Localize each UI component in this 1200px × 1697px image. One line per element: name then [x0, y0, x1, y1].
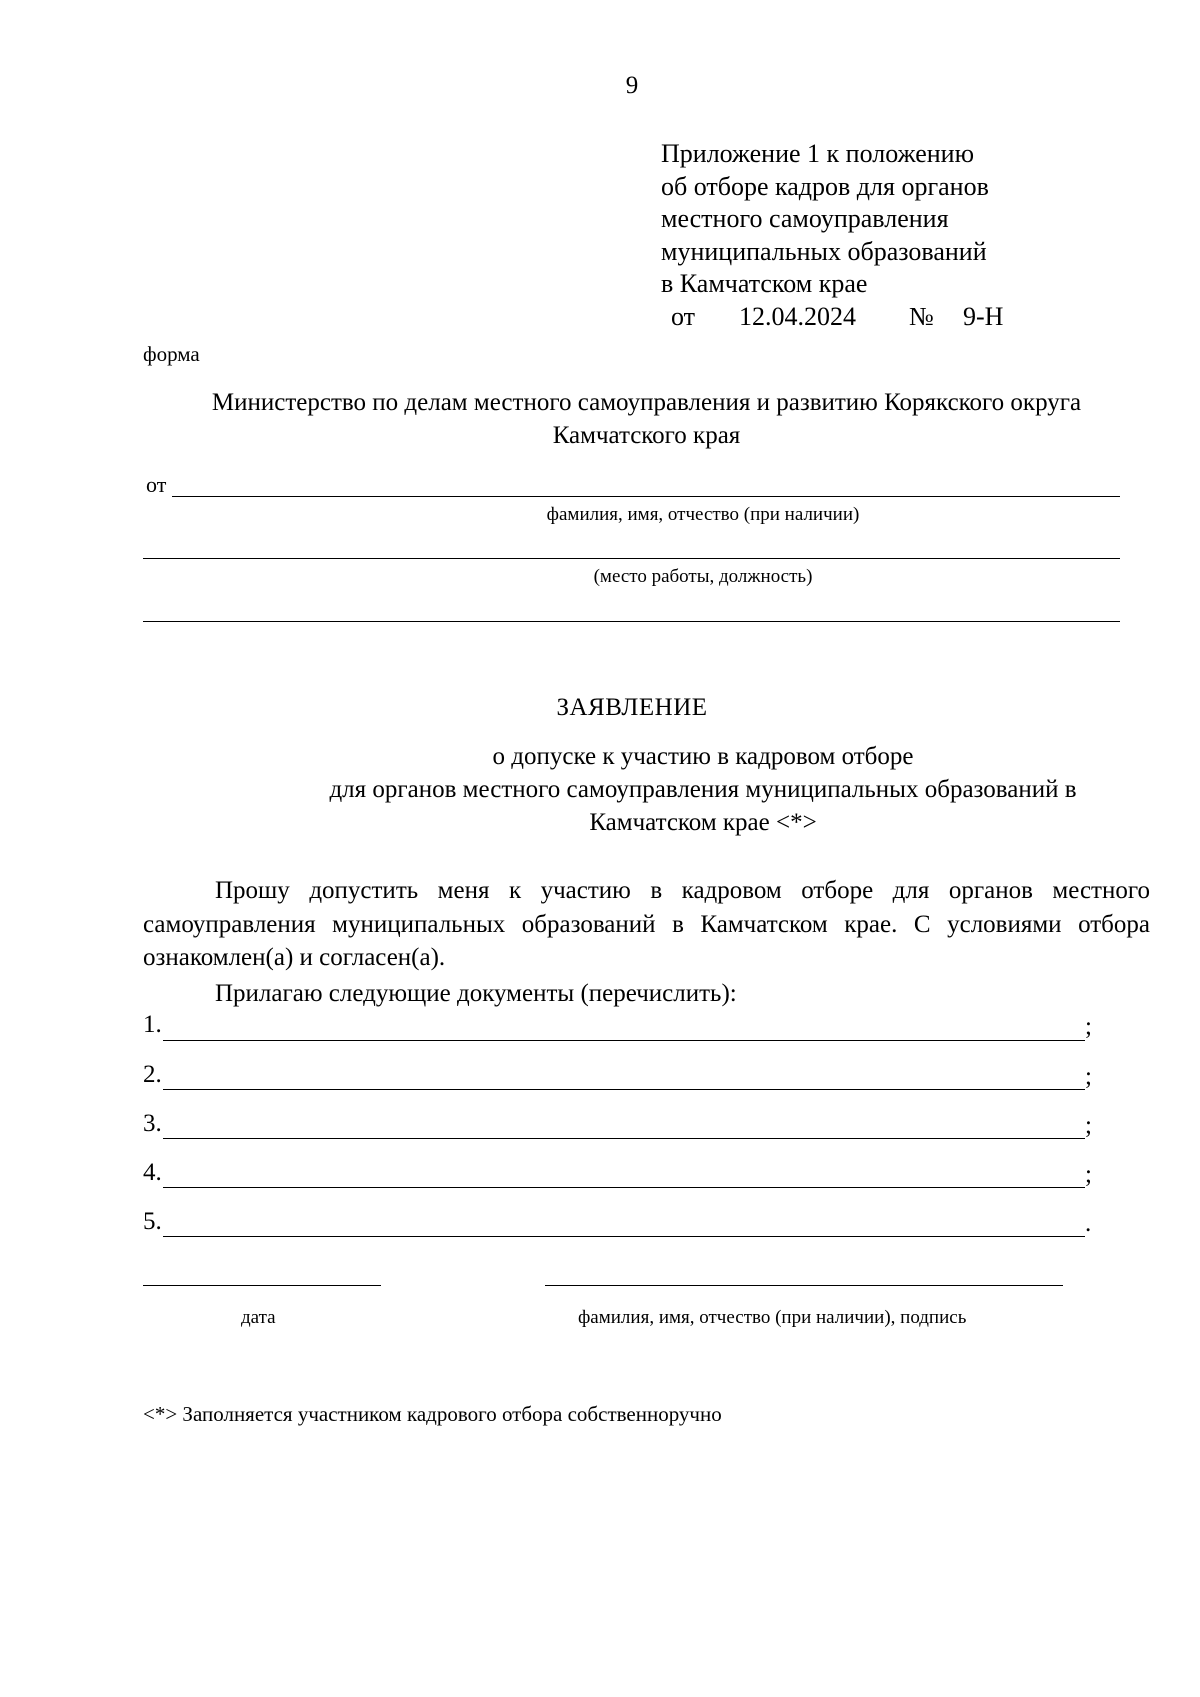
appendix-line-3: местного самоуправления: [661, 204, 949, 233]
fio-signature-caption: фамилия, имя, отчество (при наличии), подпись: [578, 1307, 967, 1328]
attachment-end: ;: [1085, 1112, 1092, 1139]
attachment-line[interactable]: [163, 1187, 1085, 1188]
appendix-header: [661, 138, 1003, 333]
workplace-caption: (место работы, должность): [593, 566, 813, 587]
appendix-line-1: Приложение 1 к положению: [661, 139, 974, 168]
fio-caption: фамилия, имя, отчество (при наличии): [546, 504, 860, 525]
attachment-number: 3.: [143, 1110, 162, 1137]
attachment-end: ;: [1085, 1013, 1092, 1040]
subtitle-line-1: о допуске к участию в кадровом отборе: [492, 743, 914, 770]
attachment-number: 5.: [143, 1208, 162, 1235]
attachments-intro: Прилагаю следующие документы (перечислить):: [215, 980, 737, 1007]
appendix-line-2: об отборе кадров для органов: [661, 171, 989, 201]
appendix-number: 9-Н: [963, 301, 1004, 331]
appendix-date-line: [661, 301, 1003, 334]
attachment-end: .: [1085, 1210, 1092, 1237]
footnote: <*> Заполняется участником кадрового отбора собственноручно: [143, 1402, 722, 1426]
date-caption: дата: [241, 1307, 276, 1328]
appendix-date: 12.04.2024: [739, 301, 856, 331]
from-label: от: [146, 472, 167, 497]
appendix-number-sign: №: [909, 301, 934, 331]
attachment-number: 1.: [143, 1011, 162, 1038]
attachment-end: ;: [1085, 1063, 1092, 1090]
workplace-line-2[interactable]: [143, 621, 1120, 622]
from-fio-line[interactable]: [172, 496, 1120, 497]
page-number: 9: [625, 72, 639, 99]
workplace-line[interactable]: [143, 558, 1120, 559]
request-paragraph: [143, 874, 1150, 975]
ministry-name: [143, 386, 1150, 452]
appendix-date-prefix: от: [671, 301, 696, 331]
subtitle-line-2: для органов местного самоуправления муниципальных образований в: [329, 776, 1077, 803]
date-signature-line[interactable]: [143, 1285, 381, 1286]
request-text: Прошу допустить меня к участию в кадровом отборе для органов местного самоуправления муниципальных образований в Камчатском крае. С условиями отбора ознакомлен(а) и согласен(а).: [143, 877, 1150, 971]
appendix-line-4: муниципальных образований: [661, 236, 987, 266]
attachment-line[interactable]: [163, 1138, 1085, 1139]
ministry-line-1: Министерство по делам местного самоуправления и развитию Корякского округа: [211, 389, 1082, 416]
document-title: ЗАЯВЛЕНИЕ: [556, 694, 708, 721]
attachment-number: 2.: [143, 1061, 162, 1088]
ministry-line-2: Камчатского края: [552, 422, 741, 449]
attachment-end: ;: [1085, 1161, 1092, 1188]
fio-signature-line[interactable]: [545, 1285, 1063, 1286]
attachment-line[interactable]: [163, 1040, 1085, 1041]
subtitle-line-3: Камчатском крае <*>: [589, 809, 817, 836]
attachment-number: 4.: [143, 1159, 162, 1186]
appendix-line-5: в Камчатском крае: [661, 269, 868, 298]
attachment-line[interactable]: [163, 1236, 1085, 1237]
form-label: форма: [143, 342, 200, 366]
attachment-line[interactable]: [163, 1089, 1085, 1090]
